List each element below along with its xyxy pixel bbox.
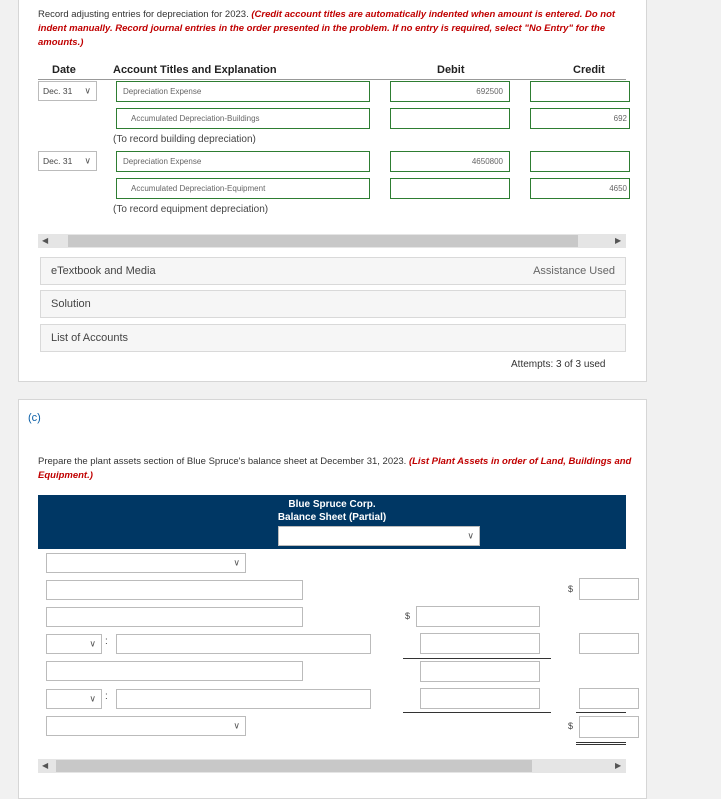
header-debit: Debit (437, 64, 465, 76)
debit-account-2[interactable]: Depreciation Expense (116, 151, 370, 172)
accum-dep-equipment-amount[interactable] (420, 688, 540, 709)
explanation-2: (To record equipment depreciation) (113, 204, 269, 215)
header-account: Account Titles and Explanation (113, 64, 277, 76)
attempts-text: Attempts: 3 of 3 used (511, 359, 606, 370)
chevron-down-icon: ∨ (233, 557, 240, 568)
colon: : (105, 691, 108, 702)
accum-dep-equipment-input[interactable] (116, 689, 371, 709)
equipment-account-input[interactable] (46, 661, 303, 681)
assistance-used: Assistance Used (533, 265, 615, 277)
header-date: Date (52, 64, 76, 76)
total-line-top (576, 712, 626, 713)
less-select-2[interactable] (46, 689, 102, 709)
scroll-right-icon[interactable]: ▶ (615, 236, 622, 245)
accum-dep-buildings-input[interactable] (116, 634, 371, 654)
section-heading-select[interactable] (46, 553, 246, 573)
solution-bar[interactable]: Solution (40, 290, 626, 318)
land-account-input[interactable] (46, 580, 303, 600)
scrollbar-thumb[interactable] (56, 760, 532, 772)
credit-amount-2[interactable]: 4650 (530, 178, 630, 199)
chevron-down-icon: ∨ (84, 155, 91, 166)
etextbook-link[interactable]: eTextbook and Media (51, 265, 156, 277)
colon: : (105, 636, 108, 647)
dollar-sign: $ (568, 584, 574, 594)
etextbook-bar[interactable] (40, 257, 626, 285)
subtotal-line-2 (403, 712, 551, 713)
list-of-accounts-bar[interactable]: List of Accounts (40, 324, 626, 352)
chevron-down-icon: ∨ (84, 85, 91, 96)
credit-amount-1[interactable]: 692 (530, 108, 630, 129)
net-equipment-amount[interactable] (579, 688, 639, 709)
credit-amount-1-blank[interactable] (530, 81, 630, 102)
scroll-left-icon[interactable]: ◀ (42, 236, 49, 245)
instructions: Record adjusting entries for depreciation for 2023. (Credit account titles are automatically indented when amount is entered. Do not indent manually. Record journal entries in the order presented in the problem. If no entry is required, select "No Entry" for the amounts.) (38, 9, 616, 48)
date-select-2[interactable]: Dec. 31 ∨ (38, 151, 97, 171)
chevron-down-icon: ∨ (89, 693, 96, 704)
buildings-amount-input[interactable] (416, 606, 540, 627)
part-c-label: (c) (28, 412, 41, 424)
debit-account-1[interactable]: Depreciation Expense (116, 81, 370, 102)
header-divider (38, 79, 626, 80)
equipment-amount-input[interactable] (420, 661, 540, 682)
debit-amount-2-blank[interactable] (390, 178, 510, 199)
credit-account-2[interactable]: Accumulated Depreciation-Equipment (116, 178, 370, 199)
debit-amount-1[interactable]: 692500 (390, 81, 510, 102)
credit-account-1[interactable]: Accumulated Depreciation-Buildings (116, 108, 370, 129)
debit-amount-1-blank[interactable] (390, 108, 510, 129)
total-plant-assets-amount[interactable] (579, 716, 639, 738)
double-underline (576, 742, 626, 745)
scroll-left-icon[interactable]: ◀ (42, 761, 49, 770)
dollar-sign: $ (405, 611, 411, 621)
total-label-select[interactable] (46, 716, 246, 736)
credit-amount-2-blank[interactable] (530, 151, 630, 172)
debit-amount-2[interactable]: 4650800 (390, 151, 510, 172)
explanation-1: (To record building depreciation) (113, 134, 256, 145)
chevron-down-icon: ∨ (89, 638, 96, 649)
scroll-right-icon[interactable]: ▶ (615, 761, 622, 770)
less-select-1[interactable] (46, 634, 102, 654)
subtotal-line-1 (403, 658, 551, 659)
date-dropdown[interactable] (278, 526, 480, 546)
part-c-prompt: Prepare the plant assets section of Blue Spruce's balance sheet at December 31, 2023. (List Plant Assets in order of Land, Buildings and Equipment.) (38, 456, 632, 481)
bottom-horizontal-scrollbar[interactable] (38, 759, 626, 773)
accum-dep-buildings-amount[interactable] (420, 633, 540, 654)
header-credit: Credit (573, 64, 605, 76)
chevron-down-icon: ∨ (467, 530, 474, 541)
buildings-account-input[interactable] (46, 607, 303, 627)
net-buildings-amount[interactable] (579, 633, 639, 654)
land-amount-input[interactable] (579, 578, 639, 600)
date-select-1[interactable]: Dec. 31 ∨ (38, 81, 97, 101)
scrollbar-thumb[interactable] (68, 235, 578, 247)
chevron-down-icon: ∨ (233, 720, 240, 731)
horizontal-scrollbar[interactable] (38, 234, 626, 248)
statement-name: Balance Sheet (Partial) (277, 512, 387, 523)
dollar-sign: $ (568, 721, 574, 731)
company-name: Blue Spruce Corp. (288, 499, 376, 510)
